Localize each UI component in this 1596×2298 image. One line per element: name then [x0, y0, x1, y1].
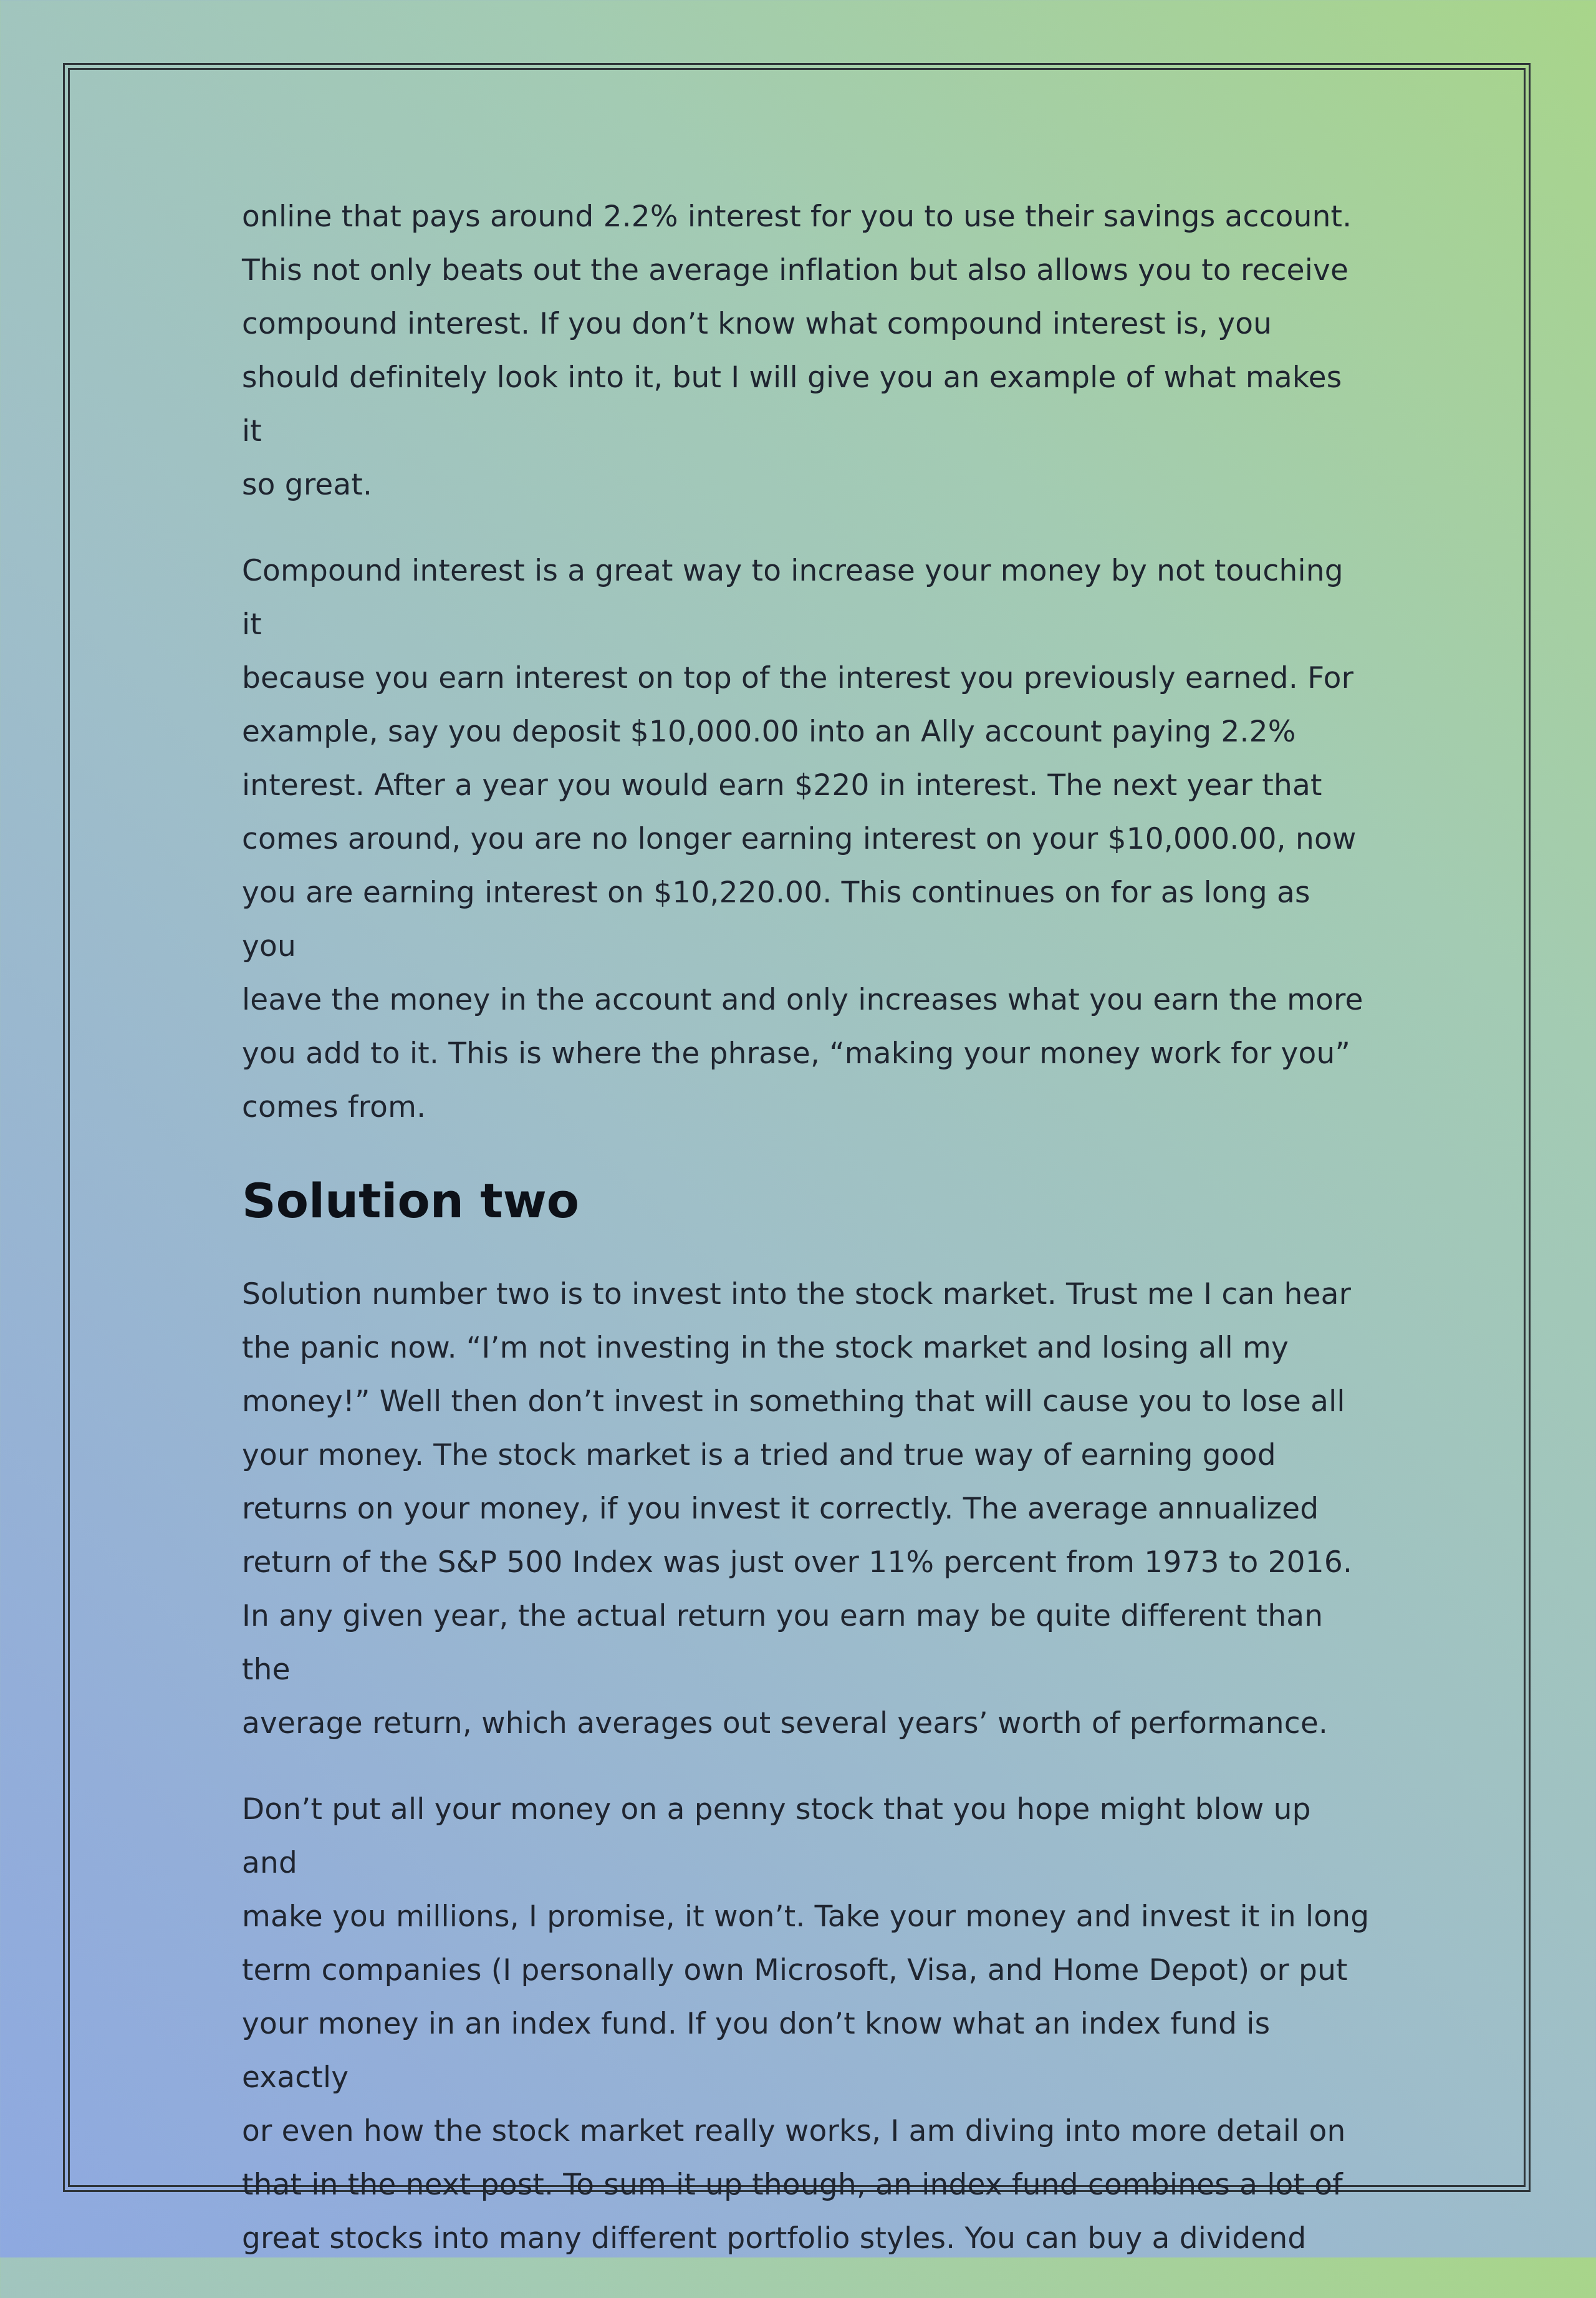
section-heading: Solution two [242, 1173, 580, 1229]
article-body [242, 190, 1370, 2298]
paragraph-index-fund: Don’t put all your money on a penny stock that you hope might blow up and make you millions, I promise, it won’t. Take your money and invest it in long term companies (I personally own Microsoft, Visa, and Home Depot) or put your money in an index fund. If you don’t know what an index fund is exactly or even how the stock market really works, I am diving into more detail on that in the next post. To sum it up though, an index fund combines a lot of great stocks into many different portfolio styles. You can buy a dividend [242, 1792, 1370, 2256]
paragraph-compound-interest: Compound interest is a great way to increase your money by not touching it because you earn interest on top of the interest you previously earned. For example, say you deposit $10,000.00 into an Ally account paying 2.2% interest. After a year you would earn $220 in interest. The next year that comes around, you are no longer earning interest on your $10,000.00, now you are earning interest on $10,220.00. This continues on for as long as you leave the money in the account and only increases what you earn the more you add to it. This is where the phrase, “making your money work for you” comes from. [242, 554, 1363, 1124]
paragraph-savings-interest: online that pays around 2.2% interest for you to use their savings account. This not only beats out the average inflation but also allows you to receive compound interest. If you don’t know what compound interest is, you should definitely look into it, but I will give you an example of what makes it so great. [242, 200, 1352, 502]
paragraph-stock-market: Solution number two is to invest into the stock market. Trust me I can hear the panic now. “I’m not investing in the stock market and losing all my money!” Well then don’t invest in something that will cause you to lose all your money. The stock market is a tried and true way of earning good returns on your money, if you invest it correctly. The average annualized return of the S&P 500 Index was just over 11% percent from 1973 to 2016. In any given year, the actual return you earn may be quite different than the average return, which averages out several years’ worth of performance. [242, 1277, 1353, 1740]
